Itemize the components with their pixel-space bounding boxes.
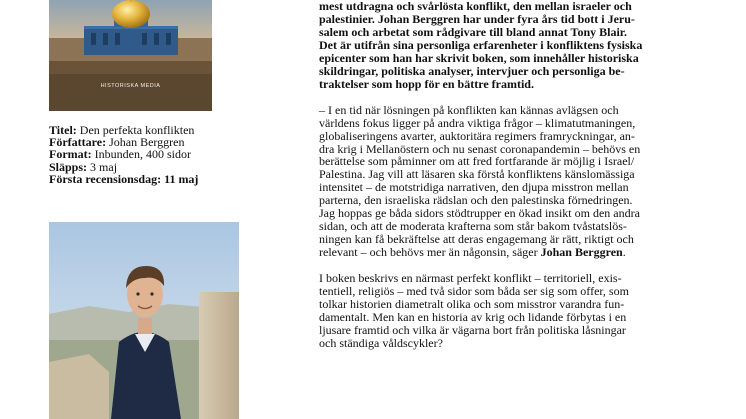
lead-line: epicenter som han har skrivit boken, som innehåller historiska xyxy=(319,50,639,65)
title-value: Den perfekta konflikten xyxy=(79,123,195,137)
author-portrait xyxy=(49,222,239,419)
closing-line: och ständiga våldscykler? xyxy=(319,335,443,350)
quote-line: – I en tid när lösningen på konflikten kan kännas avlägsen och xyxy=(319,102,619,117)
quote-line: sidan, och att de moderata krafterna som står bakom tvåstatslös- xyxy=(319,219,627,234)
lead-line: skildringar, politiska analyser, intervjuer och personliga be- xyxy=(319,63,625,78)
book-review-day-row xyxy=(49,173,279,185)
format-label: Format: xyxy=(49,147,92,162)
quote-line: berättelse som påminner om att fred fortfarande är möjlig i Israel/ xyxy=(319,154,635,169)
release-value: 3 maj xyxy=(90,159,118,174)
closing-line: damentalt. Men kan en historia av krig och lidande förbytas i en xyxy=(319,309,627,324)
quote-last-text: relevant – och behövs mer än någonsin, säger xyxy=(319,245,538,260)
press-release-text xyxy=(319,0,719,350)
author-photo-illustration xyxy=(49,222,239,419)
lead-line: palestinier. Johan Berggren har under fyra års tid bott i Jeru- xyxy=(319,11,635,26)
book-cover-image xyxy=(49,0,212,111)
review-day: Första recensionsdag: 11 maj xyxy=(49,171,199,186)
closing-line: tolkar historien diametralt olika och som misstror varandra fun- xyxy=(319,297,625,312)
closing-line: ljusare framtid och vilka är vägarna bort från politiska låsningar xyxy=(319,322,626,337)
cover-publisher-label: HISTORISKA MEDIA xyxy=(100,83,161,89)
quote-attribution-line xyxy=(319,246,719,259)
quote-line: Jag hoppas ge båda sidors stödtrupper en ökad insikt om den andra xyxy=(319,206,640,221)
lead-line: traktelser som hopp för en bättre framtid. xyxy=(319,76,534,91)
lead-line: Det är utifrån sina personliga erfarenheter i konfliktens fysiska xyxy=(319,37,643,52)
author-value: Johan Berggren xyxy=(109,135,185,150)
quote-line: världens fokus ligger på andra viktiga frågor – klimatutmaningen, xyxy=(319,115,636,130)
closing-paragraph xyxy=(319,272,719,350)
quote-line: Palestina. Jag vill att läsaren ska förstå konfliktens känslomässiga xyxy=(319,167,635,182)
dome-of-the-rock-illustration xyxy=(49,0,212,111)
closing-line: tentiell, religiös – med två sidor som båda ser sig som offer, som xyxy=(319,284,629,299)
quote-line: ningen kan få bekräftelse att deras engagemang är rätt, riktigt och xyxy=(319,232,634,247)
quote-speaker: Johan Berggren xyxy=(540,245,623,260)
format-value: Inbunden, 400 sidor xyxy=(94,147,191,162)
closing-line: I boken beskrivs en närmast perfekt konflikt – territoriell, exis- xyxy=(319,271,622,286)
author-label: Författare: xyxy=(49,135,107,150)
quote-line: dra krig i Mellanöstern och nu senast coronapandemin – behövs en xyxy=(319,141,641,156)
quote-paragraph xyxy=(319,104,719,259)
quote-line: intensitet – de motstridiga narrativen, den djupa misstron mellan xyxy=(319,180,629,195)
lead-line: salem och arbetat som rådgivare till bland annat Tony Blair. xyxy=(319,24,628,39)
lead-line: mest utdragna och svårlösta konflikt, den mellan israeler och xyxy=(319,0,632,13)
lead-paragraph xyxy=(319,0,719,91)
quote-line: globaliseringens avarter, auktoritära regimers framryckningar, an- xyxy=(319,128,635,143)
release-label: Släpps: xyxy=(49,159,88,174)
quote-end: . xyxy=(622,245,626,260)
title-label: Titel: xyxy=(49,123,77,137)
book-info xyxy=(49,124,279,185)
quote-line: parterna, den israeliska rädslan och den palestinska förnedringen. xyxy=(319,193,633,208)
